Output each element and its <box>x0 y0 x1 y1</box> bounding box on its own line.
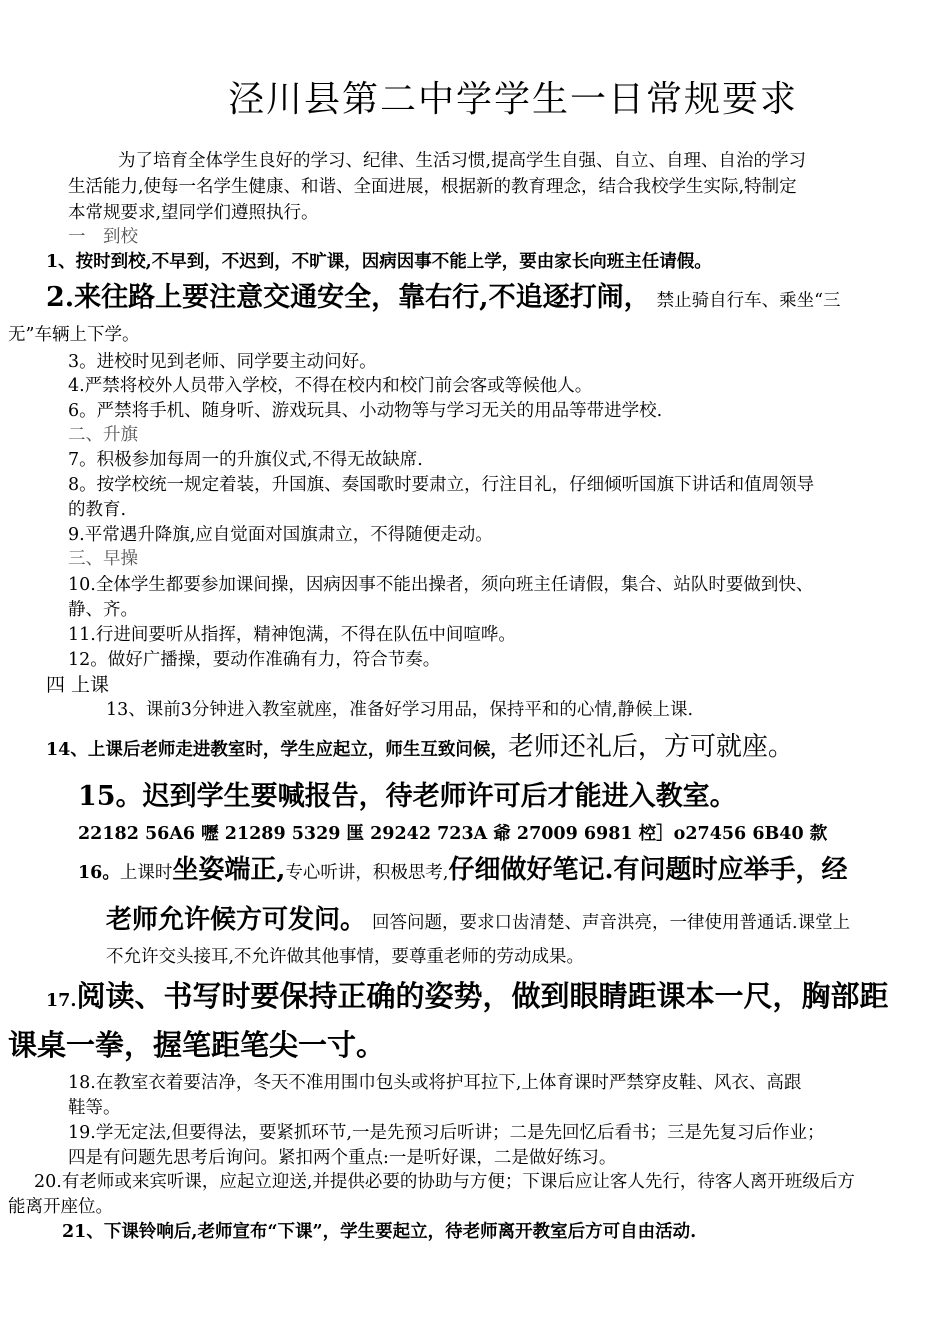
rule-11: 11.行进间要听从指挥，精神饱满，不得在队伍中间喧哗。 <box>68 625 516 645</box>
garbled-code-line: 22182 56A6 嚦 21289 5329 匩 29242 723A 爺 27009 6981 椌］o27456 6B40 歀 <box>78 824 828 844</box>
rule-20-line-2: 能离开座位。 <box>8 1197 113 1217</box>
rule-10-line-1: 10.全体学生都要参加课间操，因病因事不能出操者，须向班主任请假，集合、站队时要做到快、 <box>68 575 814 595</box>
rule-2 <box>46 284 841 311</box>
rule-16-part-d: 仔细做好笔记.有问题时应举手，经 <box>448 855 848 885</box>
rule-14 <box>46 734 794 760</box>
section-heading-flag: 二、升旗 <box>68 425 138 445</box>
rule-16-part-b: 坐姿端正, <box>172 855 286 885</box>
section-heading-arrival: 一 到校 <box>68 227 138 247</box>
rule-19-line-1: 19.学无定法,但要得法，要紧抓环节,一是先预习后听讲；二是先回忆后看书；三是先复习后作业； <box>68 1123 825 1143</box>
rule-4: 4.严禁将校外人员带入学校，不得在校内和校门前会客或等候他人。 <box>68 376 593 396</box>
page-title: 泾川县第二中学学生一日常规要求 <box>228 79 799 120</box>
rule-15: 15。迟到学生要喊报告，待老师许可后才能进入教室。 <box>78 781 737 812</box>
rule-12: 12。做好广播操，要动作准确有力，符合节奏。 <box>68 650 441 670</box>
rule-7: 7。积极参加每周一的升旗仪式,不得无故缺席. <box>68 450 423 470</box>
rule-16-line-2 <box>106 907 850 933</box>
rule-16-part-c: 专心听讲，积极思考, <box>285 863 449 883</box>
rule-16-line-1 <box>78 857 848 883</box>
rule-18-line-1: 18.在教室衣着要洁净，冬天不准用围巾包头或将护耳拉下,上体育课时严禁穿皮鞋、风衣、高跟 <box>68 1073 802 1093</box>
rule-16-part-a: 上课时 <box>119 863 173 883</box>
rule-17-line-2: 课桌一拳，握笔距笔尖一寸。 <box>8 1028 386 1062</box>
rule-18-line-2: 鞋等。 <box>68 1098 121 1118</box>
rule-10-line-2: 静、齐。 <box>68 600 138 620</box>
rule-13: 13、课前3分钟进入教室就座，准备好学习用品，保持平和的心情,静候上课. <box>106 700 694 720</box>
rule-16-line-3: 不允许交头接耳,不允许做其他事情，要尊重老师的劳动成果。 <box>106 947 585 967</box>
intro-line-3: 本常规要求,望同学们遵照执行。 <box>68 203 319 223</box>
rule-17-part-a: 阅读、书写时要保持正确的姿势，做到眼睛距课本一尺，胸部距 <box>76 979 889 1013</box>
intro-line-2: 生活能力,使每一名学生健康、和谐、全面进展，根据新的教育理念，结合我校学生实际,特制定 <box>68 177 797 197</box>
rule-17-line-1 <box>46 979 889 1013</box>
rule-14-small: 14、上课后老师走进教室时，学生应起立，师生互致问候， <box>46 740 508 760</box>
rule-14-emphasis: 老师还礼后，方可就座。 <box>507 732 794 762</box>
rule-8-line-2: 的教育. <box>68 500 127 520</box>
rule-21: 21、下课铃响后,老师宣布“下课”，学生要起立，待老师离开教室后方可自由活动. <box>62 1222 697 1242</box>
rule-20-line-1: 20.有老师或来宾听课，应起立迎送,并提供必要的协助与方便；下课后应让客人先行，待客人离开班级后方 <box>34 1172 855 1192</box>
rule-3: 3。进校时见到老师、同学要主动问好。 <box>68 352 377 372</box>
rule-19-line-2: 四是有问题先思考后询问。紧扣两个重点:一是听好课，二是做好练习。 <box>68 1148 617 1168</box>
rule-6: 6。严禁将手机、随身听、游戏玩具、小动物等与学习无关的用品等带进学校. <box>68 401 663 421</box>
section-heading-class: 四 上课 <box>46 674 110 696</box>
rule-16-number: 16。 <box>78 863 120 883</box>
rule-16-part-f: 回答问题，要求口齿清楚、声音洪亮，一律使用普通话.课堂上 <box>372 913 851 933</box>
rule-17-number: 17. <box>46 991 77 1011</box>
rule-2-emphasis: 2.来往路上要注意交通安全，靠右行,不追逐打闹， <box>46 282 651 313</box>
intro-line-1: 为了培育全体学生良好的学习、纪律、生活习惯,提高学生自强、自立、自理、自治的学习 <box>118 151 807 171</box>
rule-8-line-1: 8。按学校统一规定着装，升国旗、奏国歌时要肃立，行注目礼，仔细倾听国旗下讲话和值周领导 <box>68 475 815 495</box>
rule-16-part-e: 老师允许候方可发问。 <box>106 905 367 935</box>
rule-9: 9.平常遇升降旗,应自觉面对国旗肃立，不得随便走动。 <box>68 525 493 545</box>
section-heading-exercise: 三、早操 <box>68 549 138 569</box>
rule-2-continued: 无”车辆上下学。 <box>8 325 140 345</box>
rule-2-small: 禁止骑自行车、乘坐“三 <box>656 291 841 311</box>
rule-1: 1、按时到校,不早到，不迟到，不旷课，因病因事不能上学，要由家长向班主任请假。 <box>46 252 712 272</box>
